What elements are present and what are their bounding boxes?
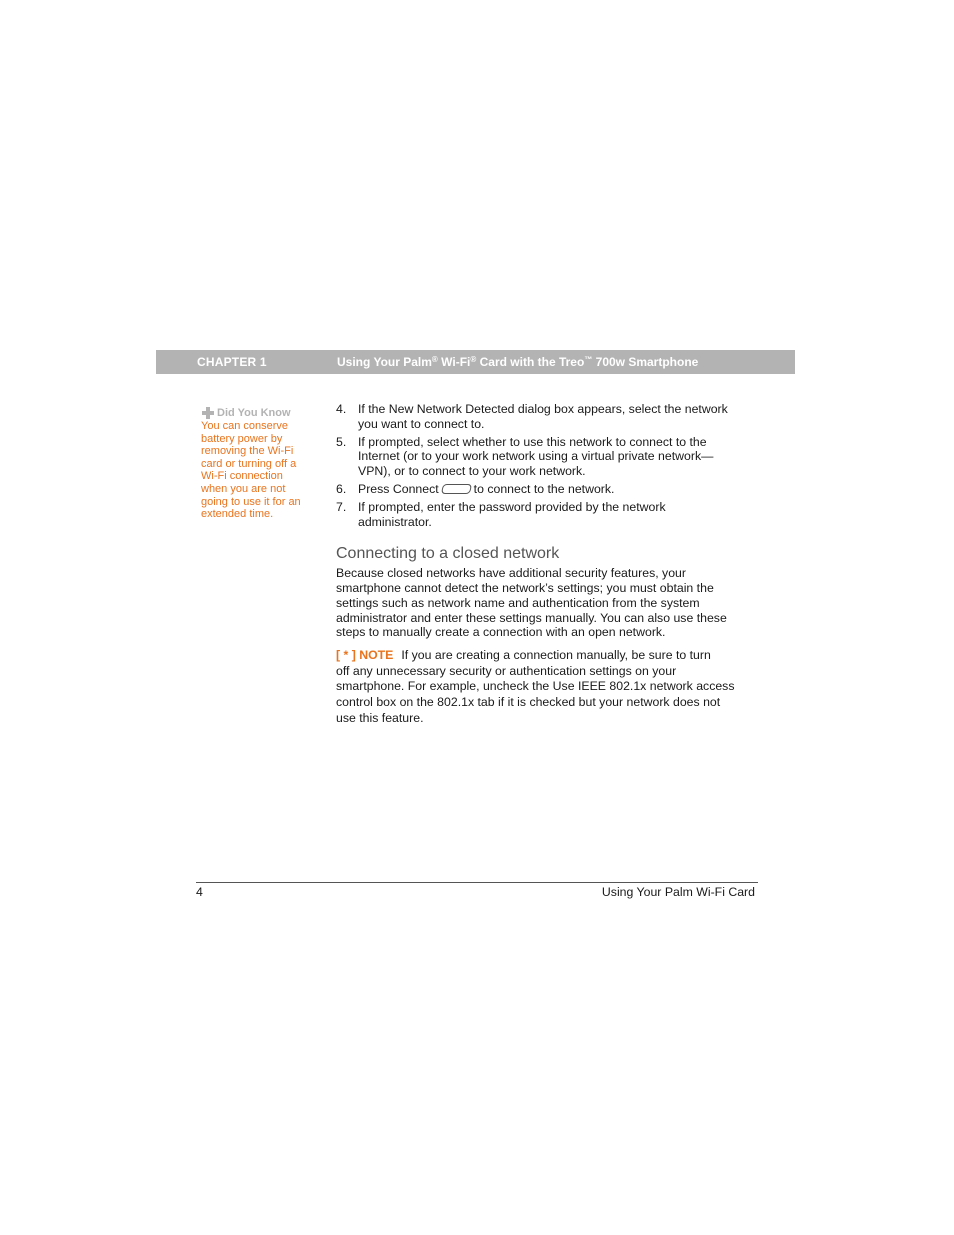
- chapter-header-bar: [156, 350, 795, 374]
- paragraph-line: smartphone cannot detect the network’s settings; you must obtain the: [336, 580, 714, 595]
- main-content: [336, 402, 761, 726]
- chapter-label: CHAPTER 1: [197, 355, 267, 369]
- note-line: smartphone. For example, uncheck the Use IEEE 802.1x network access: [336, 679, 735, 694]
- page-number: 4: [196, 885, 203, 899]
- plus-icon: [202, 407, 214, 419]
- sidebar-line: extended time.: [201, 508, 274, 521]
- paragraph-line: administrator and enter these settings manually. You can also use these: [336, 610, 727, 625]
- step-text-line: you want to connect to.: [358, 416, 485, 431]
- sidebar-line: card or turning off a: [201, 457, 297, 470]
- sidebar-line: going to use it for an: [201, 495, 301, 508]
- step-text-line: Press Connect to connect to the network.: [358, 481, 615, 496]
- step-text-line: If the New Network Detected dialog box appears, select the network: [358, 402, 728, 416]
- step-4: [336, 402, 761, 432]
- note-line: [ * ] NOTE If you are creating a connection manually, be sure to turn: [336, 648, 711, 663]
- step-text-line: If prompted, select whether to use this network to connect to the: [358, 434, 707, 449]
- footer-title: Using Your Palm Wi-Fi Card: [601, 885, 755, 899]
- step-number: 7.: [336, 499, 347, 514]
- step-7: [336, 500, 761, 530]
- step-text-line: Internet (or to your work network using a virtual private network—: [358, 449, 714, 464]
- connect-button-icon: [441, 484, 472, 494]
- sidebar-line: battery power by: [201, 432, 283, 445]
- sidebar-line: removing the Wi-Fi: [201, 445, 294, 458]
- note-line: use this feature.: [336, 710, 424, 725]
- sidebar-line: when you are not: [201, 482, 286, 495]
- step-5: [336, 435, 761, 479]
- step-number: 4.: [336, 402, 347, 416]
- paragraph-line: steps to manually create a connection with an open network.: [336, 625, 666, 640]
- section-heading: Connecting to a closed network: [336, 545, 560, 563]
- step-text-line: VPN), or to connect to your work network.: [358, 464, 586, 479]
- step-6: [336, 482, 761, 497]
- chapter-title: Using Your Palm® Wi-Fi® Card with the Treo™ 700w Smartphone: [337, 355, 699, 369]
- note-line: off any unnecessary security or authentication settings on your: [336, 663, 677, 678]
- paragraph-line: settings such as network name and authentication from the system: [336, 595, 700, 610]
- footer-divider: [196, 882, 758, 883]
- note-line: control box on the 802.1x tab if it is checked but your network does not: [336, 694, 721, 709]
- did-you-know-sidebar: [201, 406, 313, 521]
- did-you-know-heading: Did You Know: [202, 406, 313, 420]
- note-label: [ * ] NOTE: [336, 648, 394, 663]
- step-text-line: administrator.: [358, 514, 432, 529]
- paragraph-line: Because closed networks have additional security features, your: [336, 566, 686, 581]
- sidebar-line: Wi-Fi connection: [201, 470, 283, 483]
- step-number: 6.: [336, 481, 347, 496]
- step-number: 5.: [336, 434, 347, 449]
- note-box: [336, 648, 761, 726]
- step-text-line: If prompted, enter the password provided by the network: [358, 499, 666, 514]
- section-paragraph: [336, 566, 761, 640]
- sidebar-line: You can conserve: [201, 420, 289, 432]
